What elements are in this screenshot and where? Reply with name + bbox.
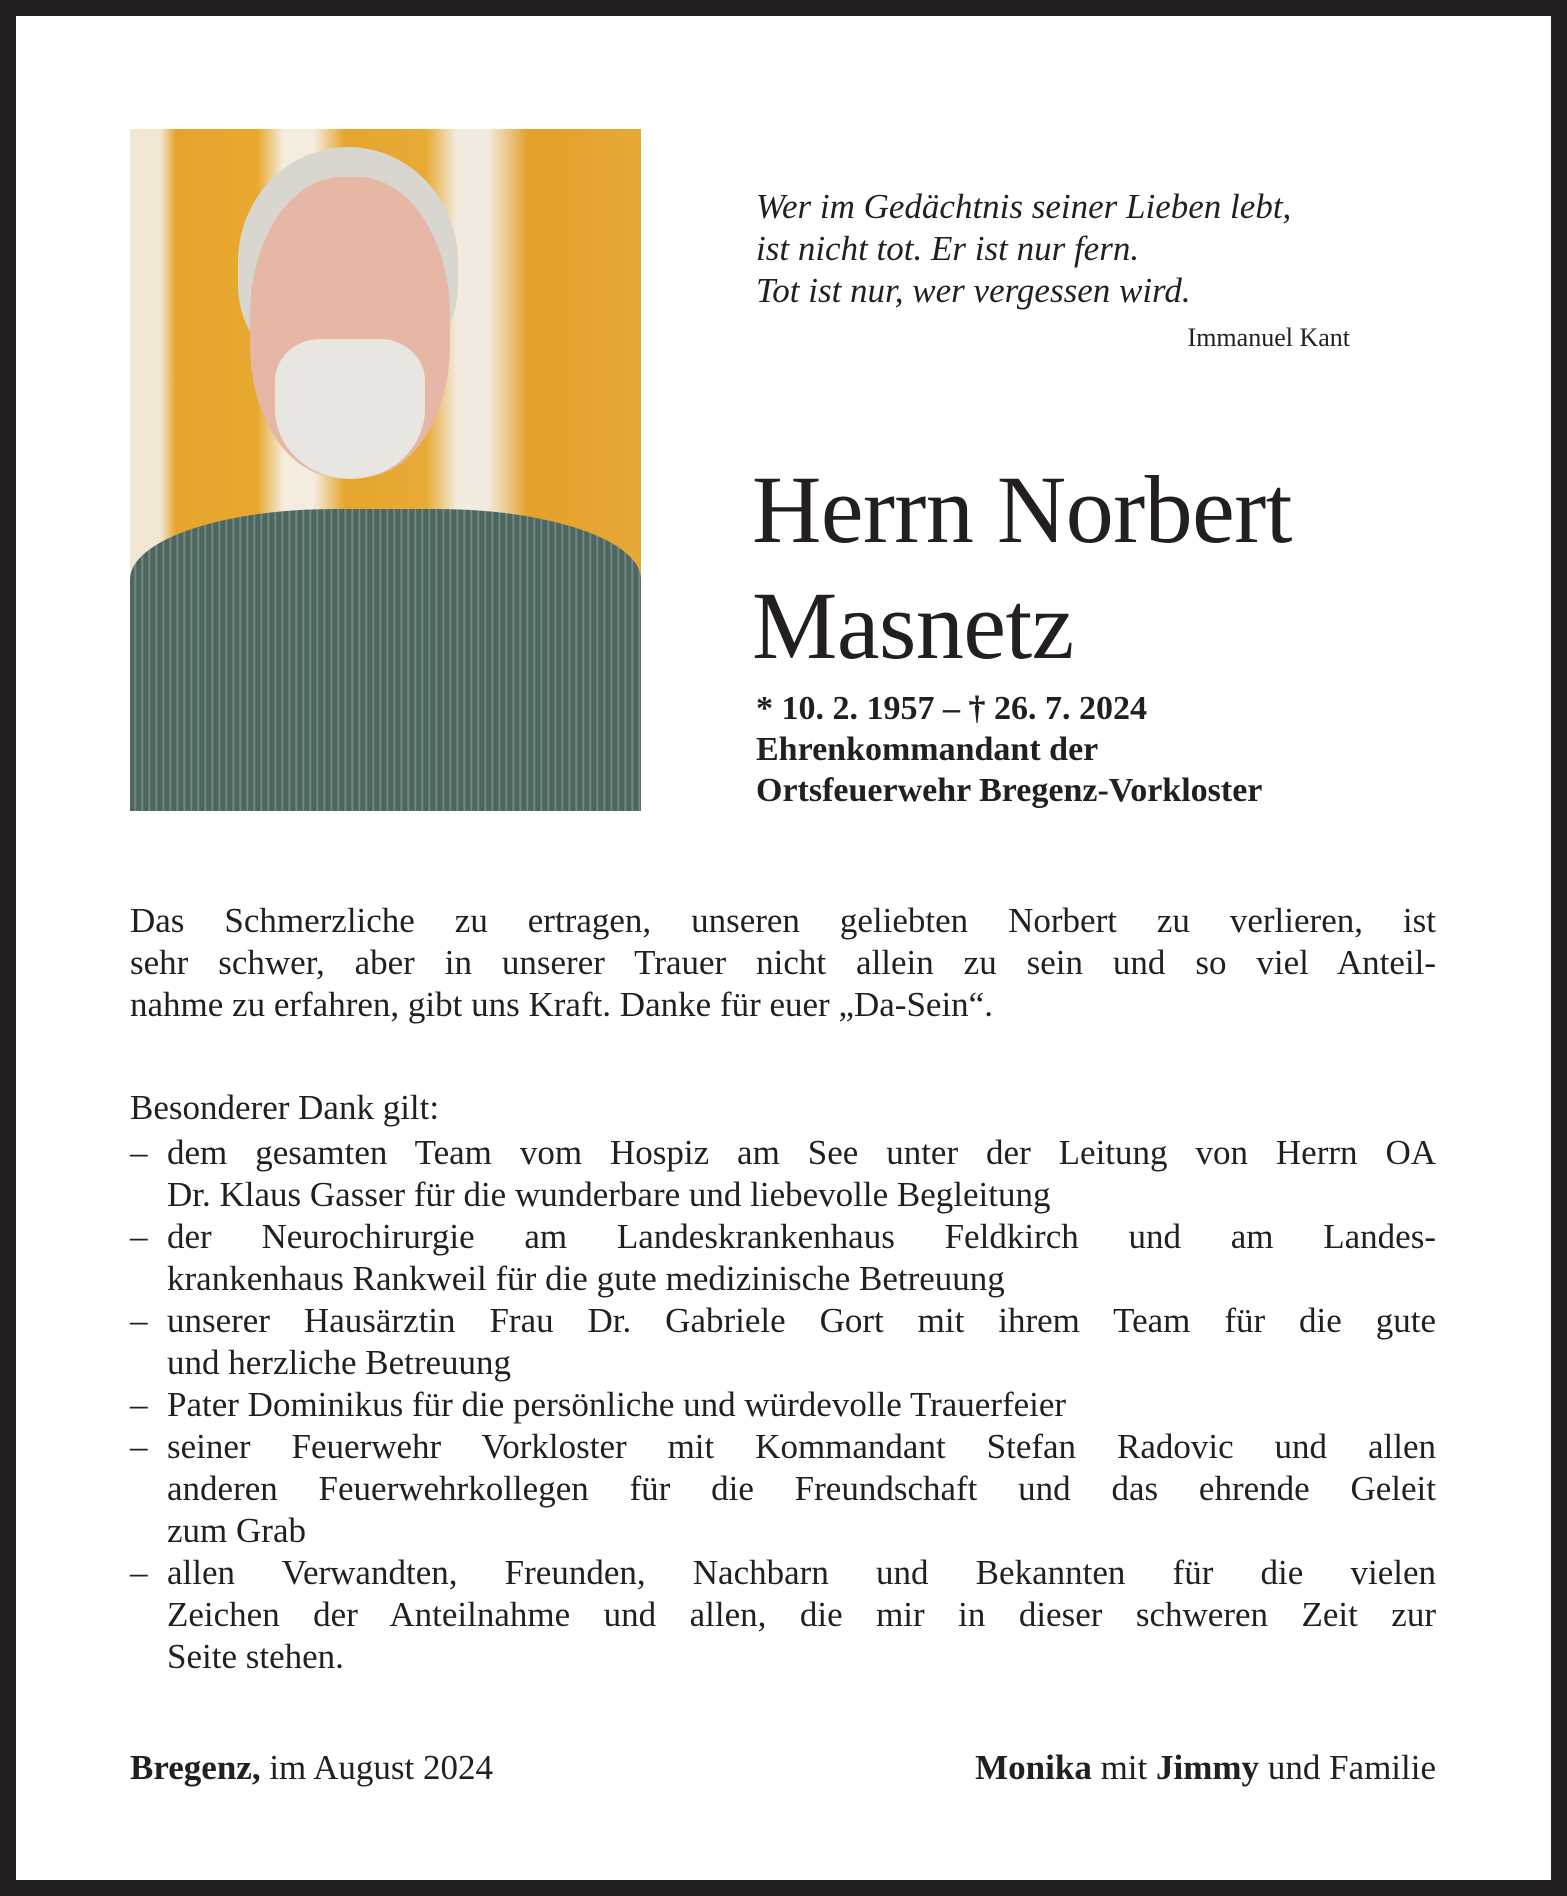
honorary-title: Ehrenkommandant der [756, 731, 1099, 768]
name-line-1: Herrn Norbert [752, 456, 1292, 563]
thanks-item-line: Pater Dominikus für die persönliche und würdevolle Trauerfeier [167, 1385, 1067, 1424]
date: im August 2024 [260, 1748, 493, 1787]
thanks-item-line: krankenhaus Rankweil für die gute medizinische Betreuung [167, 1259, 1005, 1298]
thank-you-paragraph [130, 900, 1436, 1026]
photo-beard [275, 339, 425, 479]
thanks-item-line: Dr. Klaus Gasser für die wunderbare und liebevolle Begleitung [167, 1175, 1051, 1214]
connector: und Familie [1259, 1748, 1436, 1787]
thanks-item-line: unserer Hausärztin Frau Dr. Gabriele Gort mit ihrem Team für die gute [167, 1301, 1436, 1340]
thanks-item-line: Seite stehen. [167, 1637, 344, 1676]
quote-line: ist nicht tot. Er ist nur fern. [756, 229, 1140, 268]
thanks-item-line: dem gesamten Team vom Hospiz am See unter der Leitung von Herrn OA [167, 1133, 1436, 1172]
quote-line: Wer im Gedächtnis seiner Lieben lebt, [756, 187, 1292, 226]
place: Bregenz, [130, 1748, 261, 1787]
thanks-item [130, 1552, 1436, 1678]
thanks-item [130, 1426, 1436, 1552]
quote [756, 186, 1291, 312]
signatory-1: Monika [975, 1748, 1092, 1787]
paragraph-line: sehr schwer, aber in unserer Trauer nicht allein zu sein und so viel Anteil- [130, 943, 1436, 982]
name-line-2: Masnetz [752, 572, 1074, 679]
thanks-item-line: seiner Feuerwehr Vorkloster mit Kommandant Stefan Radovic und allen [167, 1427, 1436, 1466]
thanks-heading: Besonderer Dank gilt: [130, 1088, 440, 1127]
signatories [975, 1748, 1436, 1788]
dash-bullet: – [130, 1217, 148, 1256]
deceased-details [756, 688, 1262, 811]
deceased-name [752, 452, 1292, 684]
place-date [130, 1748, 493, 1788]
portrait-photo [130, 129, 641, 811]
connector: mit [1091, 1748, 1157, 1787]
thanks-item-line: Zeichen der Anteilnahme und allen, die mir in dieser schweren Zeit zur [167, 1595, 1436, 1634]
thanks-item [130, 1300, 1436, 1384]
thanks-list [130, 1132, 1436, 1678]
quote-author: Immanuel Kant [1187, 323, 1350, 352]
thanks-item [130, 1384, 1436, 1426]
dash-bullet: – [130, 1301, 148, 1340]
thanks-item-line: und herzliche Betreuung [167, 1343, 512, 1382]
quote-line: Tot ist nur, wer vergessen wird. [756, 271, 1191, 310]
thanks-item [130, 1216, 1436, 1300]
thanks-item-line: zum Grab [167, 1511, 306, 1550]
thanks-item-line: anderen Feuerwehrkollegen für die Freundschaft und das ehrende Geleit [167, 1469, 1436, 1508]
thanks-item [130, 1132, 1436, 1216]
dash-bullet: – [130, 1427, 148, 1466]
honorary-title: Ortsfeuerwehr Bregenz-Vorkloster [756, 772, 1263, 809]
dash-bullet: – [130, 1553, 148, 1592]
thanks-item-line: allen Verwandten, Freunden, Nachbarn und Bekannten für die vielen [167, 1553, 1436, 1592]
special-thanks [130, 1087, 1436, 1678]
paragraph-line: Das Schmerzliche zu ertragen, unseren geliebten Norbert zu verlieren, ist [130, 901, 1436, 940]
dash-bullet: – [130, 1385, 148, 1424]
life-dates: * 10. 2. 1957 – † 26. 7. 2024 [756, 690, 1147, 727]
thanks-item-line: der Neurochirurgie am Landeskrankenhaus Feldkirch und am Landes- [167, 1217, 1436, 1256]
dash-bullet: – [130, 1133, 148, 1172]
signatory-2: Jimmy [1156, 1748, 1260, 1787]
paragraph-line: nahme zu erfahren, gibt uns Kraft. Danke für euer „Da-Sein“. [130, 985, 993, 1024]
photo-shirt [130, 509, 641, 811]
